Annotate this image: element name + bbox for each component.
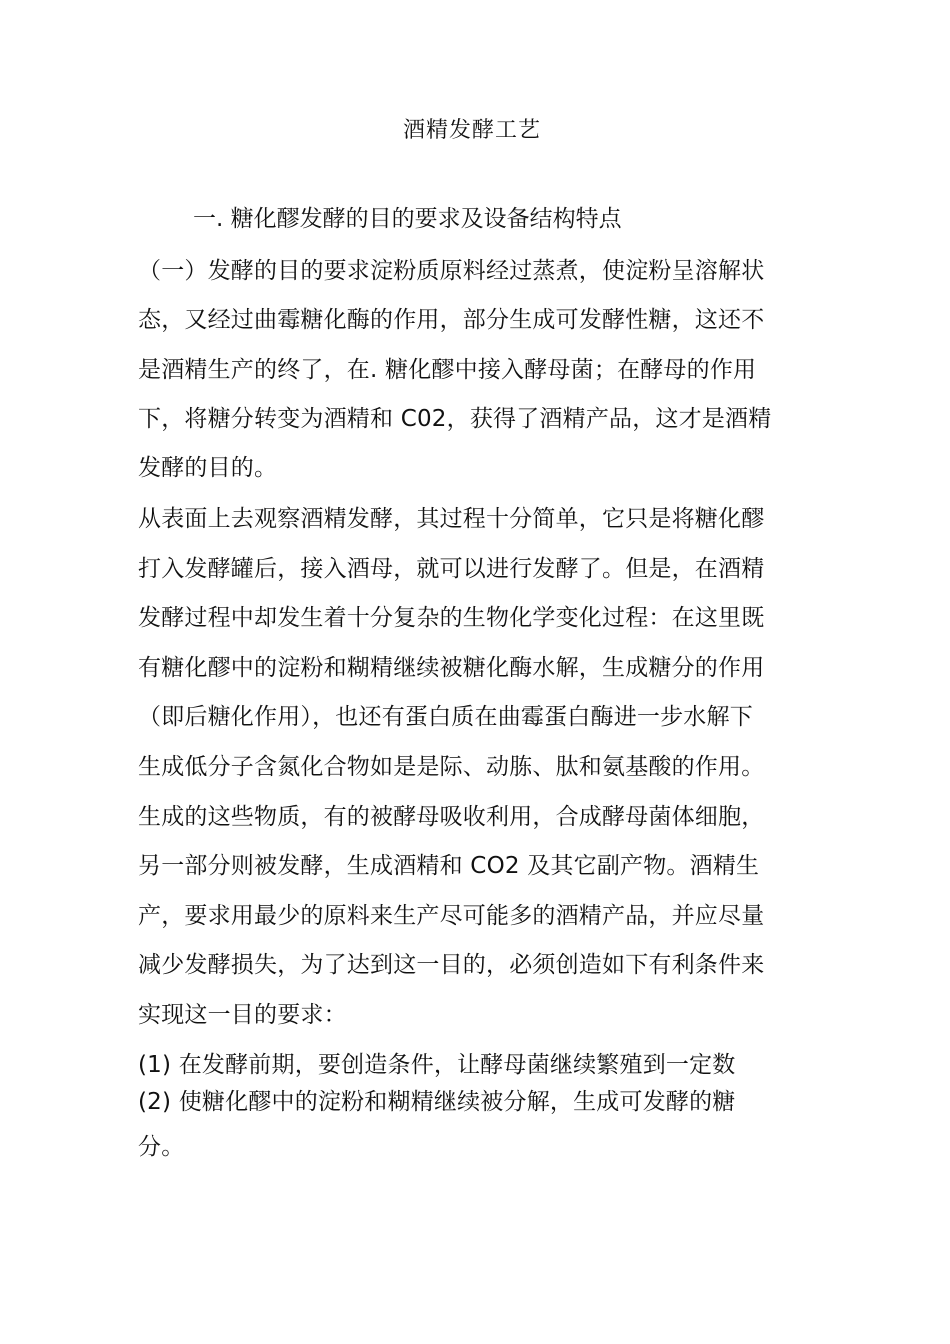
list-item-line: 分。 xyxy=(138,1134,185,1160)
paragraph-line: 打入发酵罐后，接入酒母，就可以进行发酵了。但是，在酒精 xyxy=(138,556,765,582)
paragraph-line: 生成的这些物质，有的被酵母吸收利用，合成酵母菌体细胞， xyxy=(138,804,765,830)
paragraph-line: 有糖化醪中的淀粉和糊精继续被糖化酶水解，生成糖分的作用 xyxy=(138,655,765,681)
paragraph-line: 发酵的目的。 xyxy=(138,455,278,481)
document-title: 酒精发酵工艺 xyxy=(402,118,541,143)
paragraph-line: 实现这一目的要求： xyxy=(138,1002,347,1028)
paragraph-line: 另一部分则被发酵，生成酒精和 CO2 及其它副产物。酒精生 xyxy=(138,853,760,879)
paragraph-line: 生成低分子含氮化合物如是是际、动胨、肽和氨基酸的作用。 xyxy=(138,754,765,780)
paragraph-line: 发酵过程中却发生着十分复杂的生物化学变化过程：在这里既 xyxy=(138,605,765,631)
paragraph-line: 态，又经过曲霉糖化酶的作用，部分生成可发酵性糖，这还不 xyxy=(138,307,765,333)
paragraph-line: （一）发酵的目的要求淀粉质原料经过蒸煮，使淀粉呈溶解状 xyxy=(138,258,765,284)
paragraph-line: 减少发酵损失，为了达到这一目的，必须创造如下有利条件来 xyxy=(138,952,765,978)
paragraph-line: 产，要求用最少的原料来生产尽可能多的酒精产品，并应尽量 xyxy=(138,903,765,929)
paragraph-line: 是酒精生产的终了，在. 糖化醪中接入酵母菌；在酵母的作用 xyxy=(138,357,757,383)
paragraph-line: （即后糖化作用），也还有蛋白质在曲霉蛋白酶进一步水解下 xyxy=(138,704,753,730)
list-item-line: (1) 在发酵前期，要创造条件，让酵母菌继续繁殖到一定数 xyxy=(138,1052,736,1078)
paragraph-line: 下，将糖分转变为酒精和 C02，获得了酒精产品，这才是酒精 xyxy=(138,406,772,432)
paragraph-line: 从表面上去观察酒精发酵，其过程十分简单，它只是将糖化醪 xyxy=(138,506,765,532)
list-item-line: (2) 使糖化醪中的淀粉和糊精继续被分解，生成可发酵的糖 xyxy=(138,1089,736,1115)
section-heading: 一. 糖化醪发酵的目的要求及设备结构特点 xyxy=(193,206,622,232)
